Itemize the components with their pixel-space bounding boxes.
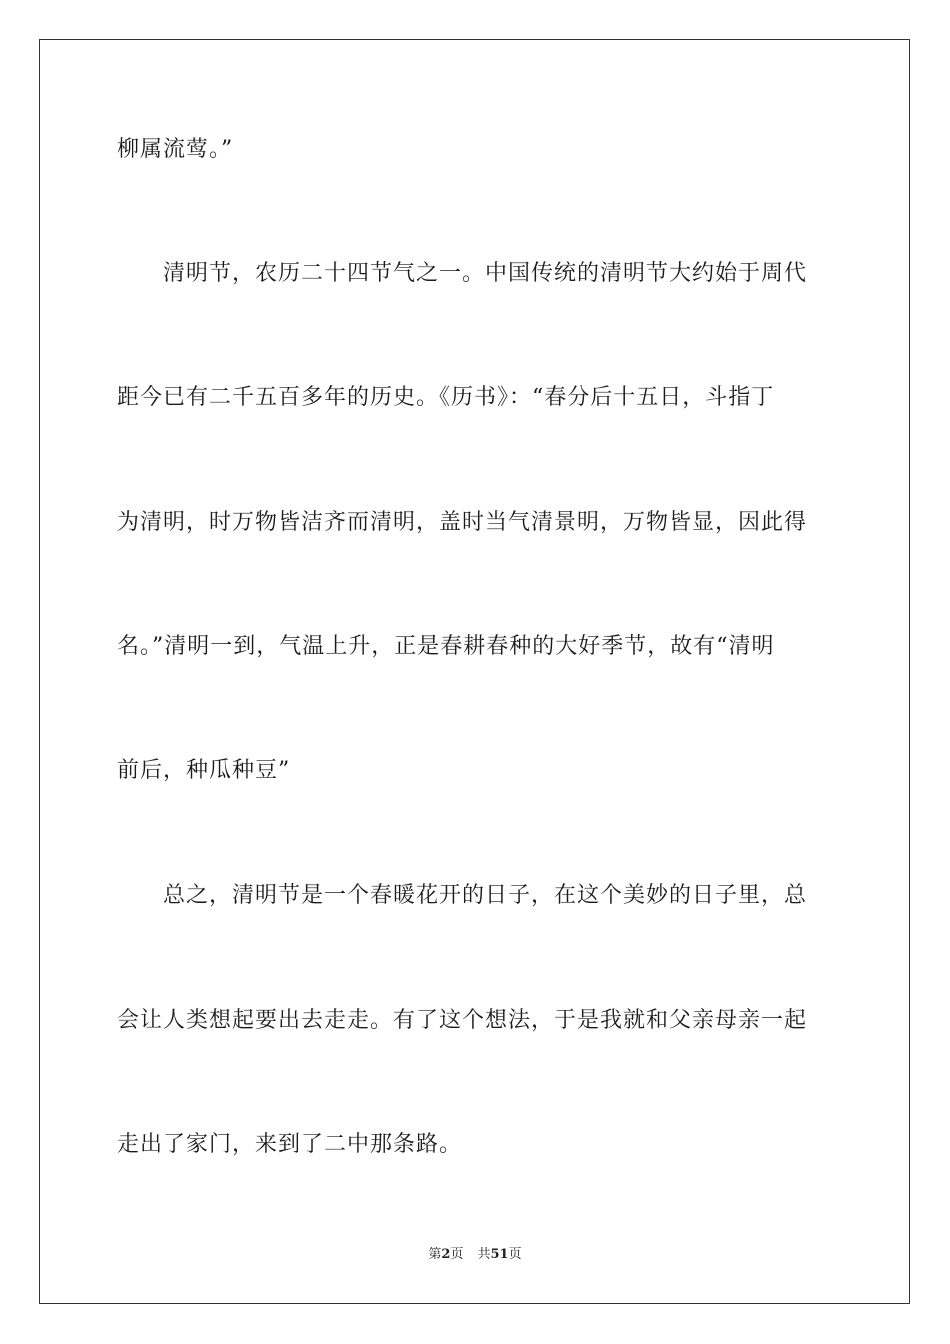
- page-number: 2: [441, 1247, 451, 1262]
- page-border: [39, 39, 910, 1304]
- total-prefix: 共: [477, 1247, 491, 1262]
- page-prefix: 第: [428, 1247, 442, 1262]
- text-line-1: 柳属流莺。”: [117, 137, 234, 162]
- text-line-7: 总之，清明节是一个春暖花开的日子，在这个美妙的日子里，总: [163, 883, 808, 908]
- total-pages: 51: [490, 1247, 509, 1262]
- text-line-8: 会让人类想起要出去走走。有了这个想法，于是我就和父亲母亲一起: [117, 1008, 808, 1033]
- text-line-5: 名。”清明一到，气温上升，正是春耕春种的大好季节，故有“清明: [117, 634, 775, 659]
- page-footer: [0, 1247, 950, 1263]
- text-line-3: 距今已有二千五百多年的历史。《历书》：“春分后十五日，斗指丁: [117, 385, 775, 410]
- total-suffix: 页: [508, 1247, 522, 1262]
- page-suffix: 页: [450, 1247, 464, 1262]
- text-line-4: 为清明，时万物皆洁齐而清明，盖时当气清景明，万物皆显，因此得: [117, 510, 808, 535]
- text-line-6: 前后，种瓜种豆”: [117, 758, 291, 783]
- text-line-2: 清明节，农历二十四节气之一。中国传统的清明节大约始于周代: [163, 261, 808, 286]
- text-line-9: 走出了家门，来到了二中那条路。: [117, 1132, 463, 1157]
